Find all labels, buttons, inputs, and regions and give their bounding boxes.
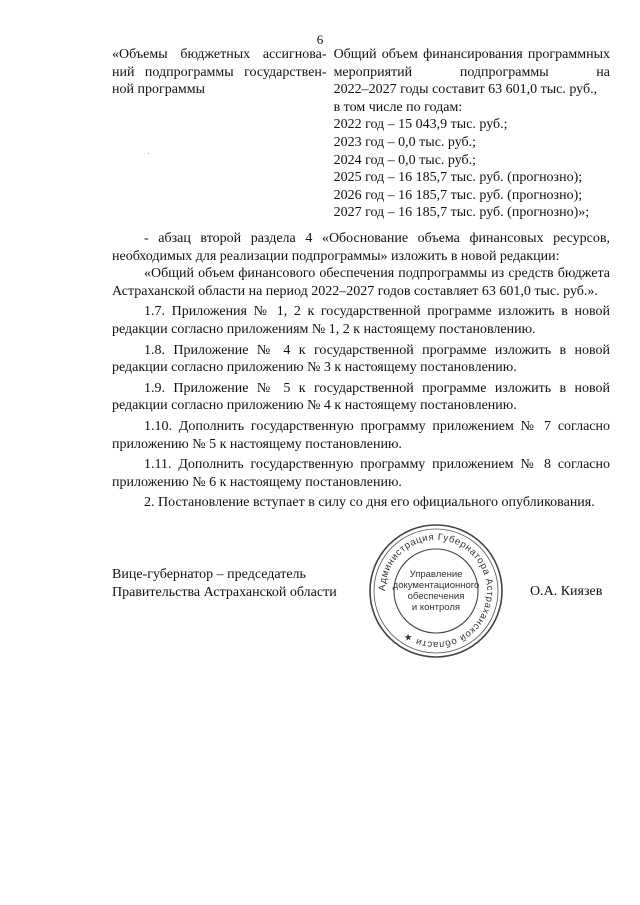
paragraph: 1.11. Дополнить государственную программу приложением № 8 согласно приложению № 6 к настоящему постановлению.	[112, 457, 610, 490]
stamp-ring-text: Администрация Губернатора Астраханской области ★	[376, 531, 496, 651]
row-value-line: 2023 год – 0,0 тыс. руб.;	[333, 134, 477, 150]
row-value-line: в том числе по годам:	[333, 99, 463, 115]
paragraph: - абзац второй раздела 4 «Обоснование объема финансовых ресурсов, необходимых для реализации подпрограммы» изложить в новой редакции:	[112, 231, 610, 264]
page-number: 6	[316, 32, 324, 47]
row-value-line: 2027 год – 16 185,7 тыс. руб. (прогнозно)»;	[333, 205, 590, 221]
row-value-line: 2022–2027 годы составит 63 601,0 тыс. руб.,	[333, 82, 598, 98]
paragraph: 1.7. Приложения № 1, 2 к государственной программе изложить в новой редакции согласно приложениям № 1, 2 к настоящему постановлению.	[112, 304, 610, 337]
stamp-center-text	[365, 520, 507, 662]
row-value-line: 2024 год – 0,0 тыс. руб.;	[333, 152, 477, 168]
row-label: «Объемы бюджетных ассигнова-ний подпрограммы государствен-ной программы	[112, 47, 327, 98]
subprogram-budget-row	[112, 46, 610, 222]
stamp-line: документационного	[392, 580, 480, 591]
paragraph: 1.9. Приложение № 5 к государственной программе изложить в новой редакции согласно приложению № 4 к настоящему постановлению.	[112, 380, 610, 414]
signatory-position	[112, 566, 337, 601]
paragraph: «Общий объем финансового обеспечения подпрограммы из средств бюджета Астраханской области на период 2022–2027 годов составляет 63 601,0 тыс. руб.».	[112, 266, 610, 299]
stamp-line: и контроля	[411, 602, 461, 613]
row-value-intro: Общий объем финансирования программных мероприятий подпрограммы на	[333, 47, 610, 80]
scan-speck	[148, 153, 149, 154]
paragraph: 1.10. Дополнить государственную программу приложением № 7 согласно приложению № 5 к настоящему постановлению.	[112, 418, 610, 452]
row-value-line: 2022 год – 15 043,9 тыс. руб.;	[333, 117, 508, 133]
document-body	[112, 230, 610, 512]
row-value-line: 2026 год – 16 185,7 тыс. руб. (прогнозно);	[333, 187, 583, 203]
signatory-position-line: Правительства Астраханской области	[112, 584, 337, 600]
stamp-line: Управление	[409, 569, 463, 580]
row-value-line: 2025 год – 16 185,7 тыс. руб. (прогнозно);	[333, 170, 583, 186]
row-value	[334, 46, 610, 222]
stamp-line: обеспечения	[407, 591, 465, 602]
paragraph: 1.8. Приложение № 4 к государственной программе изложить в новой редакции согласно приложению № 3 к настоящему постановлению.	[112, 342, 610, 376]
signatory-name: О.А. Киязев	[530, 584, 603, 599]
paragraph: 2. Постановление вступает в силу со дня его официального опубликования.	[144, 495, 595, 511]
signatory-position-line: Вице-губернатор – председатель	[112, 567, 306, 582]
official-stamp	[365, 520, 507, 662]
